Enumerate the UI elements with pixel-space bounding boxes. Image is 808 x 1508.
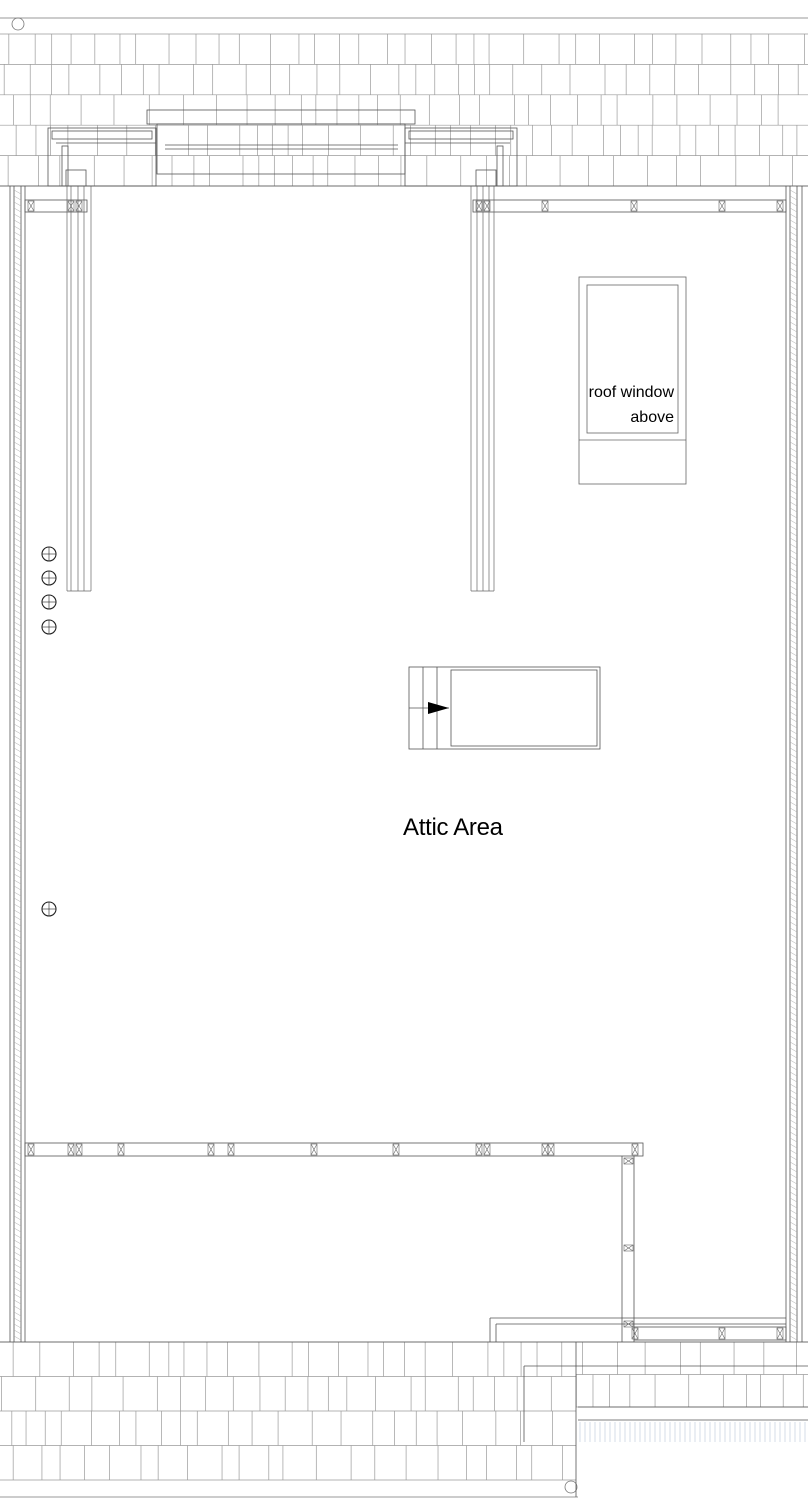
- joist-ties-top: [28, 201, 783, 211]
- room-label: Attic Area: [403, 814, 503, 841]
- dormer: [48, 110, 517, 186]
- wall-insulation-hatch: [14, 190, 797, 1340]
- exterior-walls: [0, 186, 808, 1342]
- top-joist-band: [25, 200, 786, 212]
- sheet-border: [0, 18, 808, 1497]
- vertical-studs: [67, 186, 494, 591]
- roof-tiles-bottom: [0, 1342, 808, 1480]
- lower-roof-edge: [524, 1342, 808, 1497]
- roof-window-label-line-1: roof window: [588, 384, 674, 401]
- roof-window: [579, 277, 686, 484]
- lower-joist-band: [25, 1143, 786, 1342]
- ladder-direction-arrow: [428, 702, 449, 714]
- gutter-hatch: [580, 1422, 805, 1442]
- joist-ties-bottom: [28, 1144, 783, 1339]
- roof-window-label-line-2: above: [630, 409, 674, 426]
